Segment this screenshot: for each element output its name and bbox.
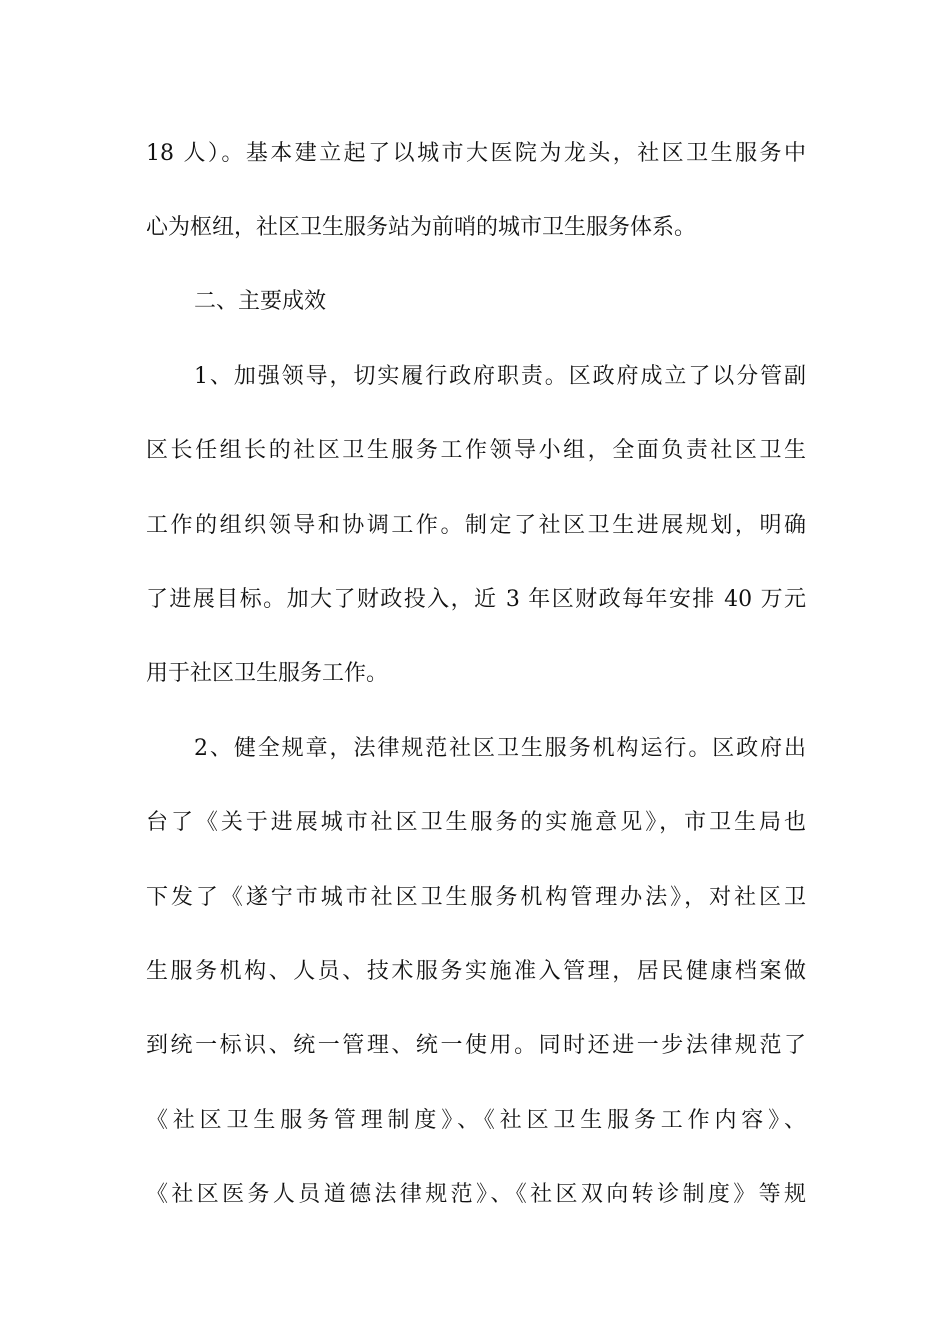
text-line: 下发了《遂宁市城市社区卫生服务机构管理办法》，对社区卫 [146, 885, 806, 910]
text-line: 生服务机构、人员、技术服务实施准入管理，居民健康档案做 [146, 959, 806, 984]
text-line: 台了《关于进展城市社区卫生服务的实施意见》，市卫生局也 [146, 810, 806, 835]
text-line: 了进展目标。加大了财政投入，近 3 年区财政每年安排 40 万元 [146, 587, 806, 612]
text-line: 《社区卫生服务管理制度》、《社区卫生服务工作内容》、 [146, 1108, 806, 1133]
text-line: 18 人）。基本建立起了以城市大医院为龙头，社区卫生服务中 [146, 141, 806, 166]
text-line: 用于社区卫生服务工作。 [146, 661, 389, 686]
text-line: 《社区医务人员道德法律规范》、《社区双向转诊制度》等规 [146, 1182, 806, 1207]
text-line: 心为枢纽，社区卫生服务站为前哨的城市卫生服务体系。 [146, 215, 697, 240]
text-line: 工作的组织领导和协调工作。制定了社区卫生进展规划，明确 [146, 513, 806, 538]
section-heading: 二、主要成效 [194, 289, 327, 314]
text-line: 区长任组长的社区卫生服务工作领导小组，全面负责社区卫生 [146, 438, 806, 463]
text-line: 到统一标识、统一管理、统一使用。同时还进一步法律规范了 [146, 1033, 806, 1058]
paragraph-start: 2、健全规章，法律规范社区卫生服务机构运行。区政府出 [194, 736, 806, 761]
paragraph-start: 1、加强领导，切实履行政府职责。区政府成立了以分管副 [194, 364, 806, 389]
